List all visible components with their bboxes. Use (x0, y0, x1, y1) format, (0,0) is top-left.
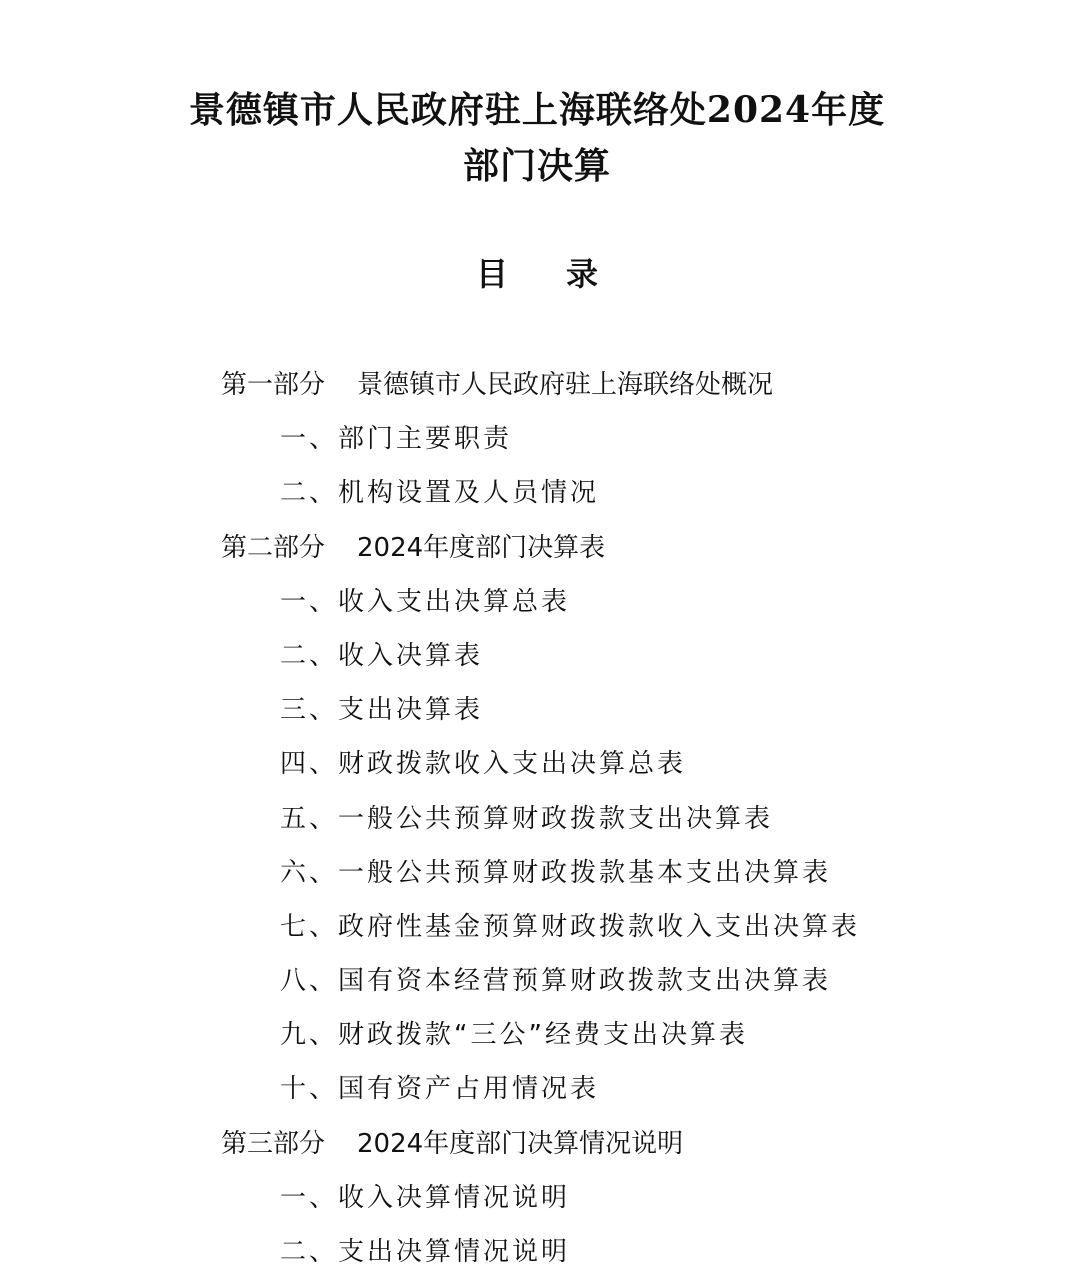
toc-item[interactable]: 三、支出决算表 (280, 695, 484, 726)
toc-part-title: 景德镇市人民政府驻上海联络处概况 (357, 370, 774, 400)
toc-part-heading[interactable] (0, 1117, 1074, 1171)
toc-item[interactable]: 二、支出决算情况说明 (280, 1237, 571, 1267)
toc-heading (0, 248, 1074, 300)
toc-item[interactable]: 六、一般公共预算财政拨款基本支出决算表 (280, 857, 832, 888)
toc-item[interactable]: 五、一般公共预算财政拨款支出决算表 (280, 803, 774, 834)
toc-item[interactable]: 一、部门主要职责 (280, 424, 513, 455)
toc-part-heading[interactable] (0, 358, 1074, 412)
toc-part-number: 第三部分 (221, 1128, 326, 1159)
toc-item[interactable]: 四、财政拨款收入支出决算总表 (280, 749, 687, 780)
toc-item[interactable]: 八、国有资本经营预算财政拨款支出决算表 (280, 966, 832, 997)
toc-part-number: 第一部分 (221, 370, 326, 400)
toc-item[interactable]: 七、政府性基金预算财政拨款收入支出决算表 (280, 911, 861, 942)
toc-item[interactable]: 一、收入支出决算总表 (280, 586, 571, 617)
document-title-line2: 部门决算 (462, 145, 611, 187)
toc-item[interactable]: 九、财政拨款“三公”经费支出决算表 (280, 1020, 748, 1051)
toc-part-number: 第二部分 (221, 532, 326, 563)
toc-item[interactable]: 一、收入决算情况说明 (280, 1182, 571, 1213)
toc-part-title: 2024年度部门决算表 (357, 532, 606, 563)
toc-heading-char: 录 (566, 255, 599, 293)
document-title-line1: 景德镇市人民政府驻上海联络处2024年度 (188, 89, 886, 131)
toc-part-heading[interactable] (0, 521, 1074, 575)
toc-item[interactable]: 十、国有资产占用情况表 (280, 1074, 600, 1105)
toc-heading-char: 目 (475, 255, 508, 293)
toc-part-title: 2024年度部门决算情况说明 (357, 1128, 684, 1159)
toc-item[interactable]: 二、收入决算表 (280, 640, 484, 671)
table-of-contents (0, 358, 1074, 1279)
toc-item[interactable]: 二、机构设置及人员情况 (280, 478, 600, 509)
